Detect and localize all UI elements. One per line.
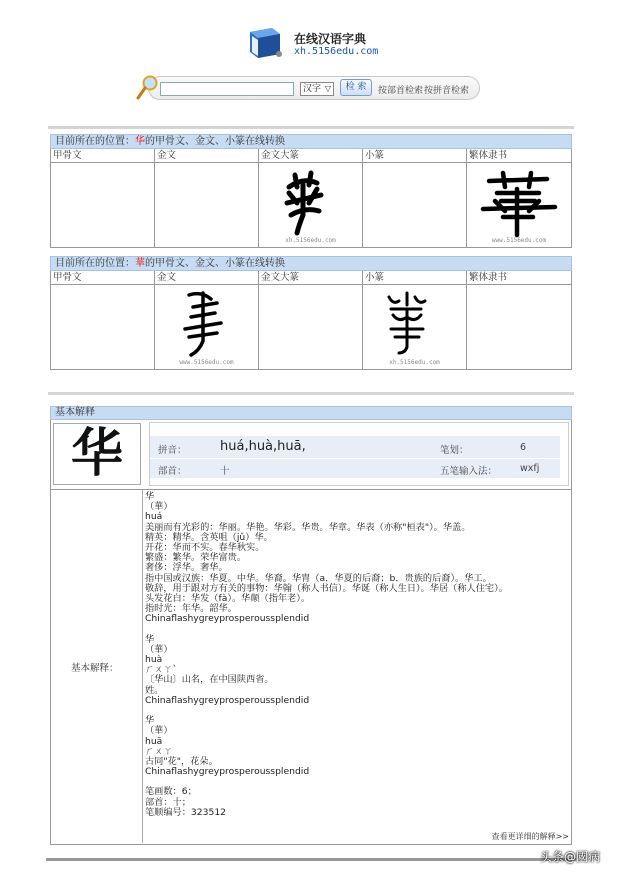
- info-row-pinyin: [150, 436, 560, 458]
- definition-line: huā: [145, 735, 163, 747]
- definition-spacer: [145, 706, 571, 716]
- wubi-label: 五笔输入法：: [440, 466, 498, 477]
- radical-label: 部首：: [158, 466, 187, 477]
- pinyin-value: huá,huà,huā,: [220, 439, 306, 454]
- footer-divider: [46, 858, 576, 861]
- definition-line: 指时光：年华。韶华。: [145, 603, 237, 615]
- breadcrumb: [50, 134, 572, 149]
- clerical-glyph-image: [467, 163, 571, 247]
- definition-line: 古同"花"，花朵。: [145, 755, 218, 767]
- glyph-section-simplified: [50, 134, 572, 248]
- seal-glyph-image: [259, 163, 363, 247]
- breadcrumb-char[interactable]: 华: [135, 136, 145, 147]
- search-input[interactable]: [160, 82, 294, 96]
- section-divider: [48, 392, 574, 395]
- glyph-cell-oracle: [51, 271, 155, 369]
- column-header-bronze: 金文: [155, 271, 258, 285]
- definition-line: 敬辞，用于跟对方有关的事物：华翰（称人书信）。华诞（称人生日）。华居（称人住宅）。: [145, 582, 508, 594]
- pinyin-search-link[interactable]: 按拼音检索: [424, 86, 470, 96]
- definition-line: 笔画数：6；: [145, 786, 197, 798]
- glyph-cell-small-seal: [363, 271, 467, 369]
- definition-line: 部首：十；: [145, 796, 191, 808]
- definition-text: [143, 492, 571, 818]
- more-details-link[interactable]: 查看更详细的解释>>: [491, 832, 569, 841]
- definition-line: ㄏㄨㄚ: [145, 745, 173, 757]
- definition-line: huá: [145, 511, 163, 523]
- breadcrumb: [50, 256, 572, 271]
- definition-label: 基本解释：: [71, 663, 119, 674]
- definition-line: 华: [145, 633, 155, 645]
- column-header-small-seal: 小篆: [363, 149, 466, 163]
- image-watermark: www.5156edu.com: [179, 359, 234, 366]
- image-watermark: www.5156edu.com: [491, 237, 547, 244]
- site-title: 在线汉语字典: [294, 32, 367, 46]
- glyph-image-empty: [363, 163, 466, 247]
- glyph-section-traditional: [50, 256, 572, 370]
- definition-line: 奢侈：浮华。奢华。: [145, 562, 228, 574]
- breadcrumb-suffix: 的甲骨文、金文、小篆在线转换: [145, 136, 285, 147]
- definition-line: 华: [145, 715, 155, 727]
- breadcrumb-suffix: 的甲骨文、金文、小篆在线转换: [145, 258, 285, 269]
- definition-line: huà: [145, 654, 163, 665]
- info-row-radical: [150, 458, 560, 478]
- image-watermark: xh.5156edu.com: [285, 237, 336, 244]
- definition-line: ㄏㄨㄚˋ: [145, 664, 178, 676]
- column-header-clerical: 繁体隶书: [467, 149, 571, 163]
- glyph-image-small-seal: [363, 285, 466, 369]
- chevron-down-icon: ▽: [324, 84, 331, 93]
- column-header-clerical: 繁体隶书: [467, 271, 571, 285]
- breadcrumb-char[interactable]: 華: [135, 258, 145, 269]
- radical-search-link[interactable]: 按部首检索: [378, 86, 424, 96]
- search-bar: [134, 74, 480, 102]
- definition-panel: [50, 490, 572, 845]
- glyph-cell-bronze-large-seal: [259, 149, 363, 247]
- definition-line: （華）: [145, 643, 173, 655]
- glyph-image-bronze: [155, 285, 258, 369]
- glyph-grid: [50, 271, 572, 370]
- definition-line: 美丽而有光彩的：华丽。华艳。华彩。华贵。华章。华表（亦称"桓表"）。华盖。: [145, 521, 471, 533]
- definition-spacer: [145, 624, 571, 634]
- overlay-watermark: 头条@國病: [540, 850, 601, 864]
- definition-line: Chinaflashygreyprosperoussplendid: [145, 694, 310, 706]
- definition-line: （華）: [145, 501, 173, 513]
- definition-line: 指中国或汉族：华夏。中华。华裔。华胄（a．华夏的后裔；b．贵族的后裔）。华工。: [145, 572, 492, 584]
- strokes-label: 笔划：: [440, 445, 469, 456]
- site-url: xh.5156edu.com: [294, 46, 379, 57]
- small-seal-glyph-image: [363, 285, 467, 369]
- definition-line: Chinaflashygreyprosperoussplendid: [145, 613, 310, 625]
- definition-label-cell: [51, 490, 143, 843]
- char-info-panel: [149, 422, 569, 486]
- glyph-image-empty: [51, 285, 154, 369]
- search-type-value: 汉字: [303, 84, 322, 94]
- definition-line: （華）: [145, 725, 173, 737]
- definition-line: 精英：精华。含英咀（jǔ）华。: [145, 531, 273, 543]
- book-logo-icon: [246, 26, 286, 60]
- glyph-image-empty: [155, 163, 258, 247]
- basic-heading: 基本解释: [50, 406, 572, 420]
- big-character: 华: [53, 423, 141, 485]
- glyph-image-empty: [467, 285, 571, 369]
- glyph-image-empty: [51, 163, 154, 247]
- wubi-value: wxfj: [520, 463, 540, 474]
- strokes-value: 6: [520, 442, 527, 453]
- column-header-bronze: 金文: [155, 149, 258, 163]
- glyph-cell-bronze: [155, 271, 259, 369]
- definition-line: Chinaflashygreyprosperoussplendid: [145, 766, 310, 778]
- column-header-small-seal: 小篆: [363, 271, 466, 285]
- glyph-cell-oracle: [51, 149, 155, 247]
- column-header-large-seal: 金文大篆: [259, 149, 362, 163]
- magnifier-icon: [134, 74, 160, 102]
- glyph-cell-bronze-large-seal: [259, 271, 363, 369]
- column-header-oracle: 甲骨文: [51, 271, 154, 285]
- definition-line: 笔顺编号：323512: [145, 806, 227, 818]
- glyph-cell-clerical: [467, 271, 571, 369]
- definition-line: 华: [145, 491, 155, 502]
- definition-line: 〔华山〕山名，在中国陕西省。: [145, 674, 274, 686]
- basic-explanation: [50, 406, 572, 845]
- site-logo[interactable]: [246, 26, 386, 66]
- column-header-large-seal: 金文大篆: [259, 271, 362, 285]
- radical-value: 十: [220, 466, 230, 477]
- header-divider: [48, 126, 574, 129]
- glyph-image-clerical: [467, 163, 571, 247]
- glyph-image-large-seal: [259, 163, 362, 247]
- breadcrumb-prefix: 目前所在的位置：: [55, 136, 135, 147]
- column-header-oracle: 甲骨文: [51, 149, 154, 163]
- glyph-grid: [50, 149, 572, 248]
- search-type-select[interactable]: [300, 82, 334, 96]
- pinyin-label: 拼音：: [158, 445, 187, 456]
- definition-line: 开花：华而不实。春华秋实。: [145, 541, 265, 553]
- definition-spacer: [145, 777, 571, 787]
- definition-line: 姓。: [145, 684, 164, 696]
- breadcrumb-prefix: 目前所在的位置：: [55, 258, 135, 269]
- char-summary: [50, 420, 572, 490]
- definition-line: 头发花白：华发（fà）。华颠（指年老）。: [145, 592, 311, 604]
- definition-line: 繁盛：繁华。荣华富贵。: [145, 552, 247, 564]
- glyph-cell-small-seal: [363, 149, 467, 247]
- search-button[interactable]: 检 索: [340, 79, 372, 96]
- glyph-cell-clerical: [467, 149, 571, 247]
- glyph-cell-bronze: [155, 149, 259, 247]
- image-watermark: xh.5156edu.com: [389, 359, 440, 366]
- bronze-glyph-image: [155, 285, 259, 369]
- glyph-image-empty: [259, 285, 362, 369]
